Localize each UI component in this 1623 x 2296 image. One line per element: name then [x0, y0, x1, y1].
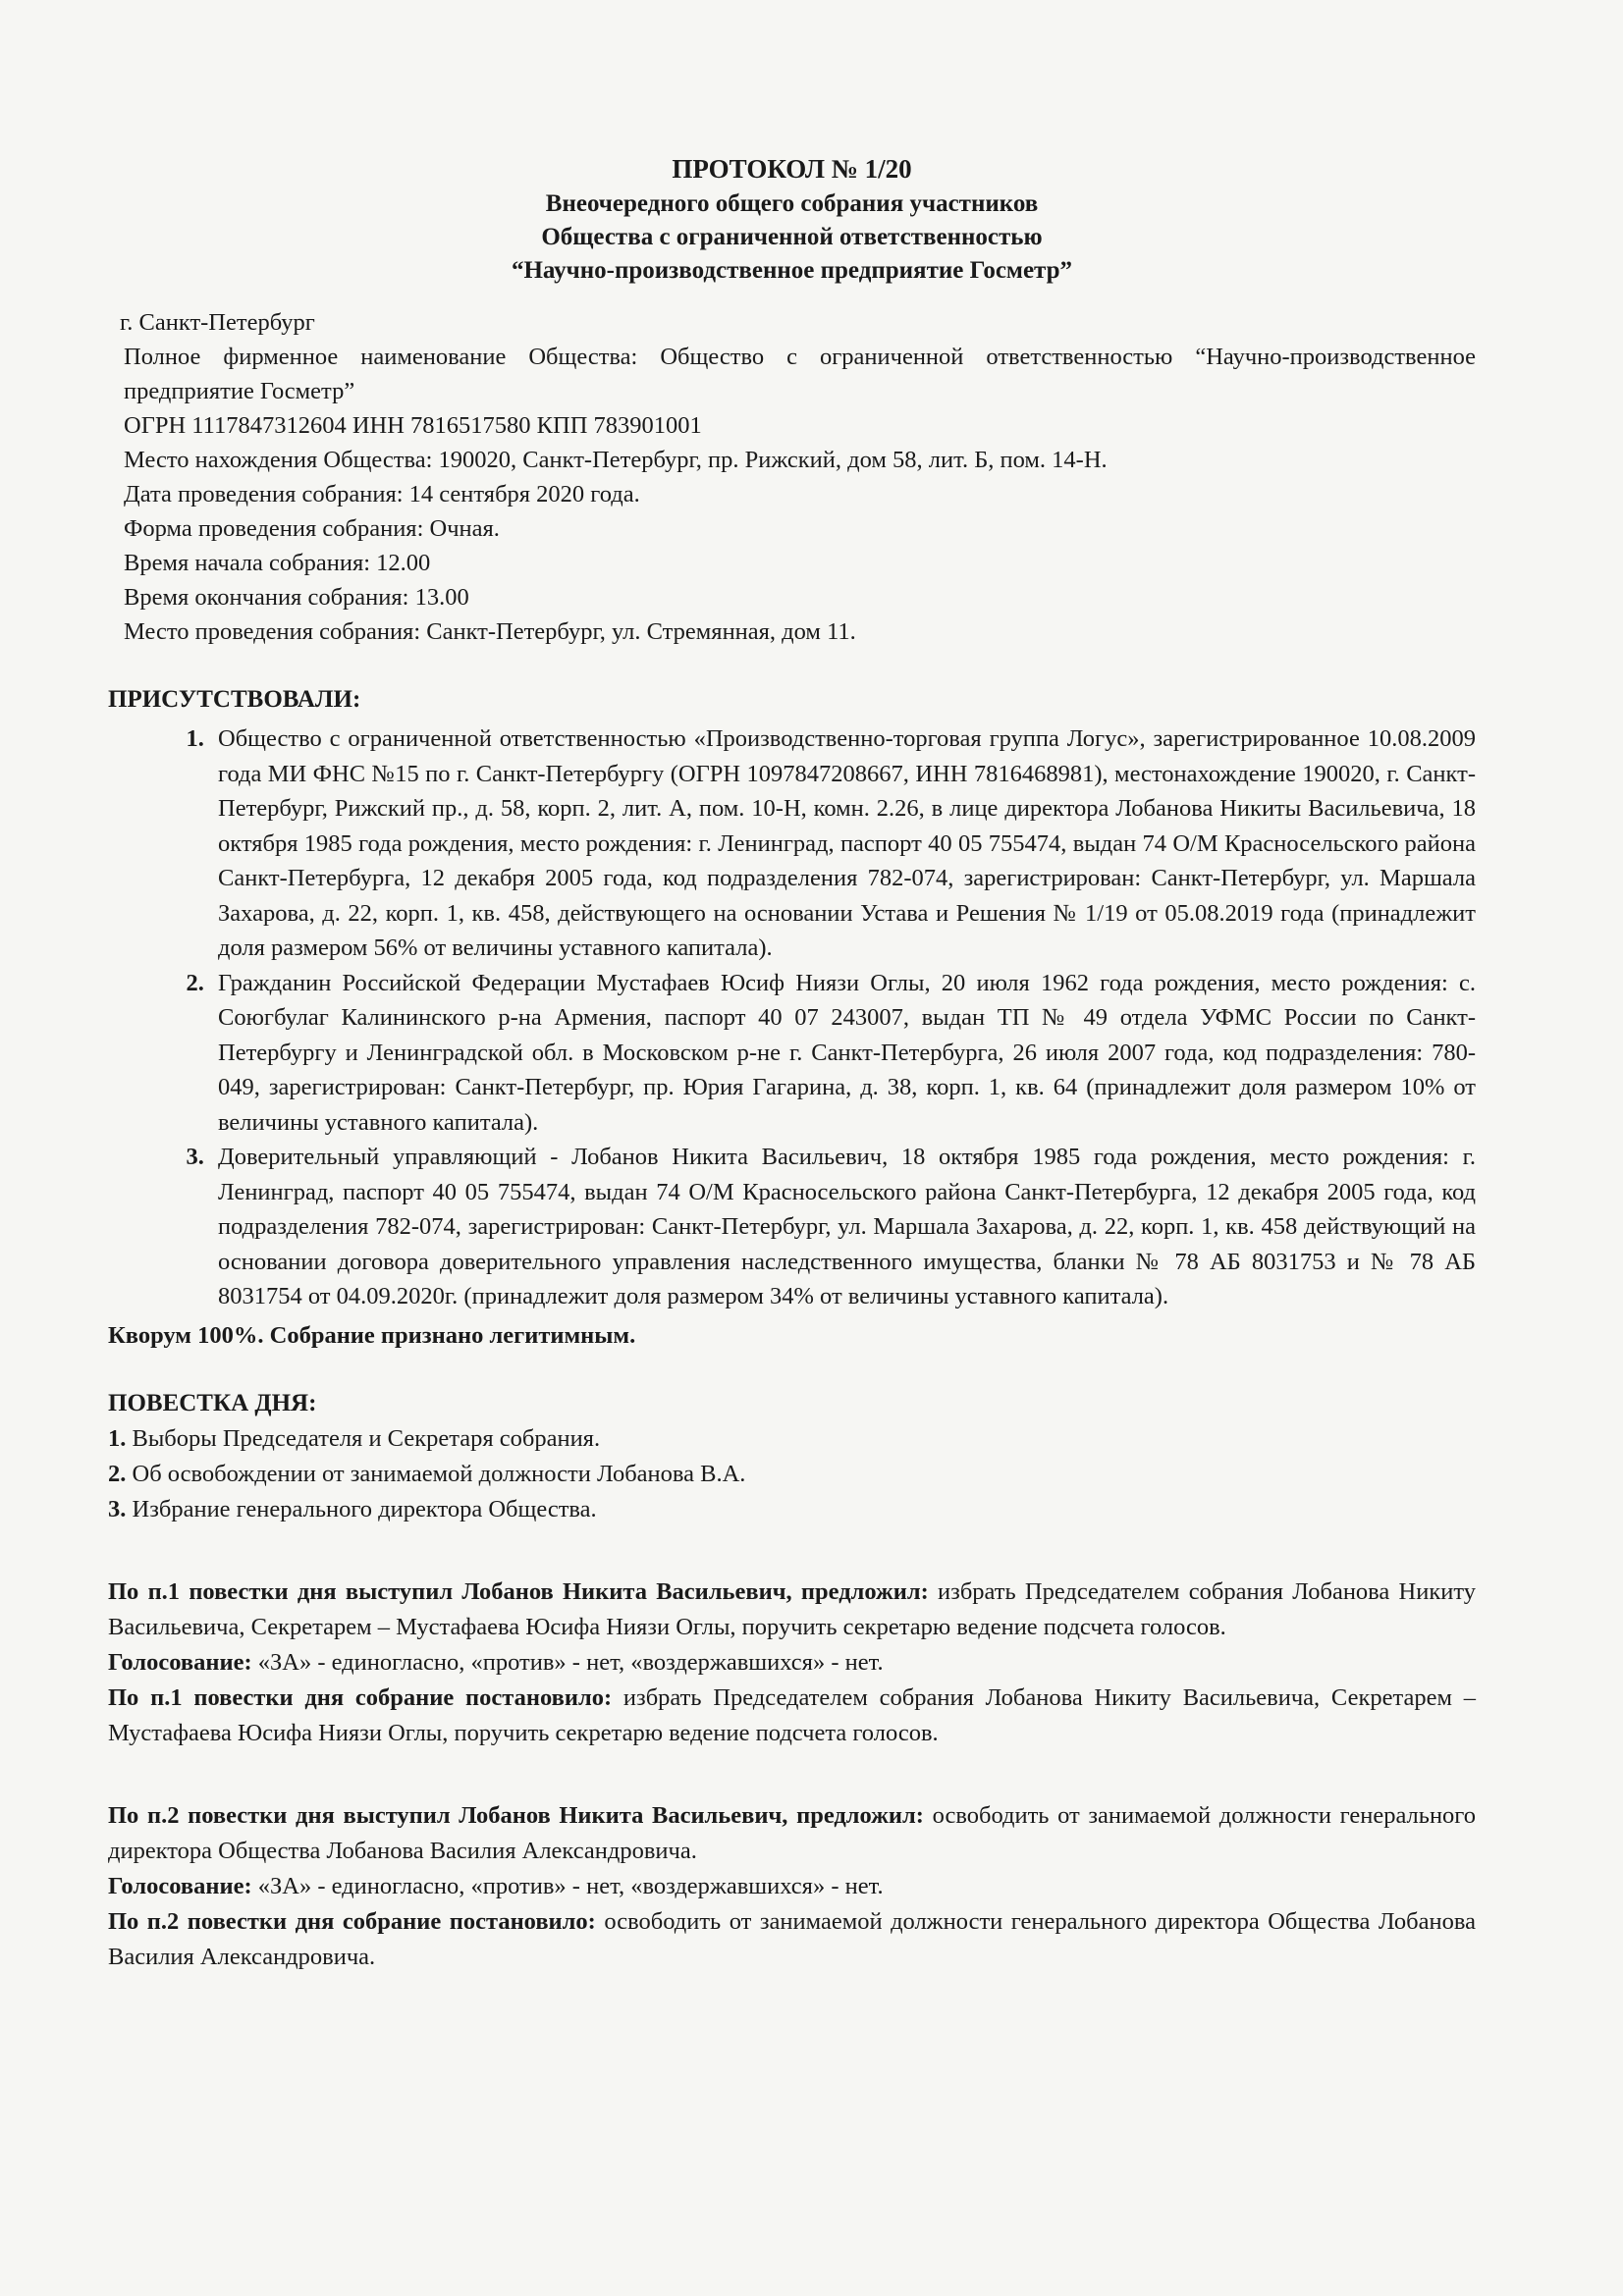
meeting-start-time: Время начала собрания: 12.00 [124, 550, 431, 576]
agenda-item [108, 1492, 1476, 1527]
attendees-list [108, 721, 1476, 1314]
quorum-statement: Кворум 100%. Собрание признано легитимным. [108, 1321, 636, 1349]
item1-vote [108, 1645, 1476, 1681]
agenda-heading: ПОВЕСТКА ДНЯ: [108, 1389, 317, 1416]
agenda-item-number: 2. [108, 1460, 127, 1487]
item1-decision-text: избрать Председателем собрания Лобанова Никиту Васильевича, Секретарем – Мустафаева Юсифа Ниязи Оглы, поручить секретарю ведение подсчета голосов. [108, 1683, 1477, 1746]
agenda-item-text: Об освобождении от занимаемой должности Лобанова В.А. [132, 1460, 746, 1487]
item2-decision-text: освободить от занимаемой должности генерального директора Общества Лобанова Василия Александровича. [108, 1907, 1476, 1970]
item2-decision-lead: По п.2 повестки дня собрание постановило: [108, 1907, 596, 1935]
item1-proposal [108, 1575, 1476, 1645]
attendee-item: 3. Доверительный управляющий - Лобанов Никита Васильевич, 18 октября 1985 года рождения, место рождения: г. Ленинград, паспорт 40 05 755474, выдан 74 О/М Красносельского района Санкт-Петербурга, 12 декабря 2005 года, код подразделения 782-074, зарегистрирован: Санкт-Петербург, ул. Маршала Захарова, д. 22, корп. 1, кв. 458 действующий на основании договора доверительного управления наследственного имущества, бланки № 78 АБ 8031753 и № 78 АБ 8031754 от 04.09.2020г. (принадлежит доля размером 34% от величины уставного капитала). [210, 1140, 1476, 1314]
item2-proposal-lead: По п.2 повестки дня выступил Лобанов Никита Васильевич, предложил: [108, 1801, 924, 1829]
agenda-item-text: Выборы Председателя и Секретаря собрания. [132, 1424, 601, 1452]
header-line-company-type: Общества с ограниченной ответственностью [541, 224, 1043, 250]
item1-proposal-text: избрать Председателем собрания Лобанова Никиту Васильевича, Секретарем – Мустафаева Юсифа Ниязи Оглы, поручить секретарю ведение подсчета голосов. [108, 1577, 1477, 1640]
company-registration-codes: ОГРН 1117847312604 ИНН 7816517580 КПП 783901001 [124, 412, 702, 439]
agenda-item-2-discussion [108, 1798, 1476, 1975]
document-header [108, 152, 1476, 288]
item1-proposal-lead: По п.1 повестки дня выступил Лобанов Никита Васильевич, предложил: [108, 1577, 929, 1605]
item1-decision [108, 1681, 1476, 1751]
meeting-form: Форма проведения собрания: Очная. [124, 515, 500, 542]
attendee-item: 2. Гражданин Российской Федерации Мустафаев Юсиф Ниязи Оглы, 20 июля 1962 года рождения, место рождения: с. Союгбулаг Калининского р-на Армения, паспорт 40 07 243007, выдан ТП № 49 отдела УФМС России по Санкт-Петербургу и Ленинградской обл. в Московском р-не г. Санкт-Петербурга, 26 июля 2007 года, код подразделения: 780-049, зарегистрирован: Санкт-Петербург, пр. Юрия Гагарина, д. 38, корп. 1, кв. 64 (принадлежит доля размером 10% от величины уставного капитала). [210, 966, 1476, 1141]
agenda-item-1-discussion [108, 1575, 1476, 1751]
meeting-end-time: Время окончания собрания: 13.00 [124, 584, 469, 611]
item1-vote-result: «ЗА» - единогласно, «против» - нет, «воздержавшихся» - нет. [257, 1648, 884, 1676]
item2-vote-result: «ЗА» - единогласно, «против» - нет, «воздержавшихся» - нет. [257, 1872, 884, 1899]
item2-decision [108, 1904, 1476, 1975]
item2-vote [108, 1869, 1476, 1904]
attendee-item: 1. Общество с ограниченной ответственностью «Производственно-торговая группа Логус», зарегистрированное 10.08.2009 года МИ ФНС №15 по г. Санкт-Петербургу (ОГРН 1097847208667, ИНН 7816468981), местонахождение 190020, г. Санкт-Петербург, Рижский пр., д. 58, корп. 2, лит. А, пом. 10-Н, комн. 2.26, в лице директора Лобанова Никиты Васильевича, 18 октября 1985 года рождения, место рождения: г. Ленинград, паспорт 40 05 755474, выдан 74 О/М Красносельского района Санкт-Петербурга, 12 декабря 2005 года, код подразделения 782-074, зарегистрирован: Санкт-Петербург, ул. Маршала Захарова, д. 22, корп. 1, кв. 458, действующего на основании Устава и Решения № 1/19 от 05.08.2019 года (принадлежит доля размером 56% от величины уставного капитала). [210, 721, 1476, 966]
agenda-item-number: 1. [108, 1424, 127, 1452]
agenda-item-text: Избрание генерального директора Общества. [132, 1495, 597, 1522]
item1-vote-label: Голосование: [108, 1648, 252, 1676]
header-line-meeting: Внеочередного общего собрания участников [545, 190, 1039, 217]
company-location: Место нахождения Общества: 190020, Санкт-Петербург, пр. Рижский, дом 58, лит. Б, пом. 14-Н. [124, 447, 1108, 473]
attendees-section [108, 682, 1476, 1353]
agenda-item [108, 1457, 1476, 1492]
item2-vote-label: Голосование: [108, 1872, 252, 1899]
item2-proposal-text: освободить от занимаемой должности генерального директора Общества Лобанова Василия Александровича. [108, 1801, 1476, 1864]
document-title: ПРОТОКОЛ № 1/20 [672, 154, 912, 184]
item1-decision-lead: По п.1 повестки дня собрание постановило: [108, 1683, 613, 1711]
meeting-details [108, 305, 1476, 649]
company-full-name: Полное фирменное наименование Общества: Общество с ограниченной ответственностью “Научно-производственное предприятие Госметр” [124, 344, 1476, 404]
meeting-place: Место проведения собрания: Санкт-Петербург, ул. Стремянная, дом 11. [124, 618, 856, 645]
attendees-heading: ПРИСУТСТВОВАЛИ: [108, 686, 361, 713]
header-line-company-name: “Научно-производственное предприятие Госметр” [511, 257, 1073, 284]
agenda-item-number: 3. [108, 1495, 127, 1522]
city: г. Санкт-Петербург [120, 309, 315, 336]
item2-proposal [108, 1798, 1476, 1869]
meeting-date: Дата проведения собрания: 14 сентября 2020 года. [124, 481, 640, 507]
agenda-item [108, 1421, 1476, 1457]
agenda-section [108, 1386, 1476, 1527]
